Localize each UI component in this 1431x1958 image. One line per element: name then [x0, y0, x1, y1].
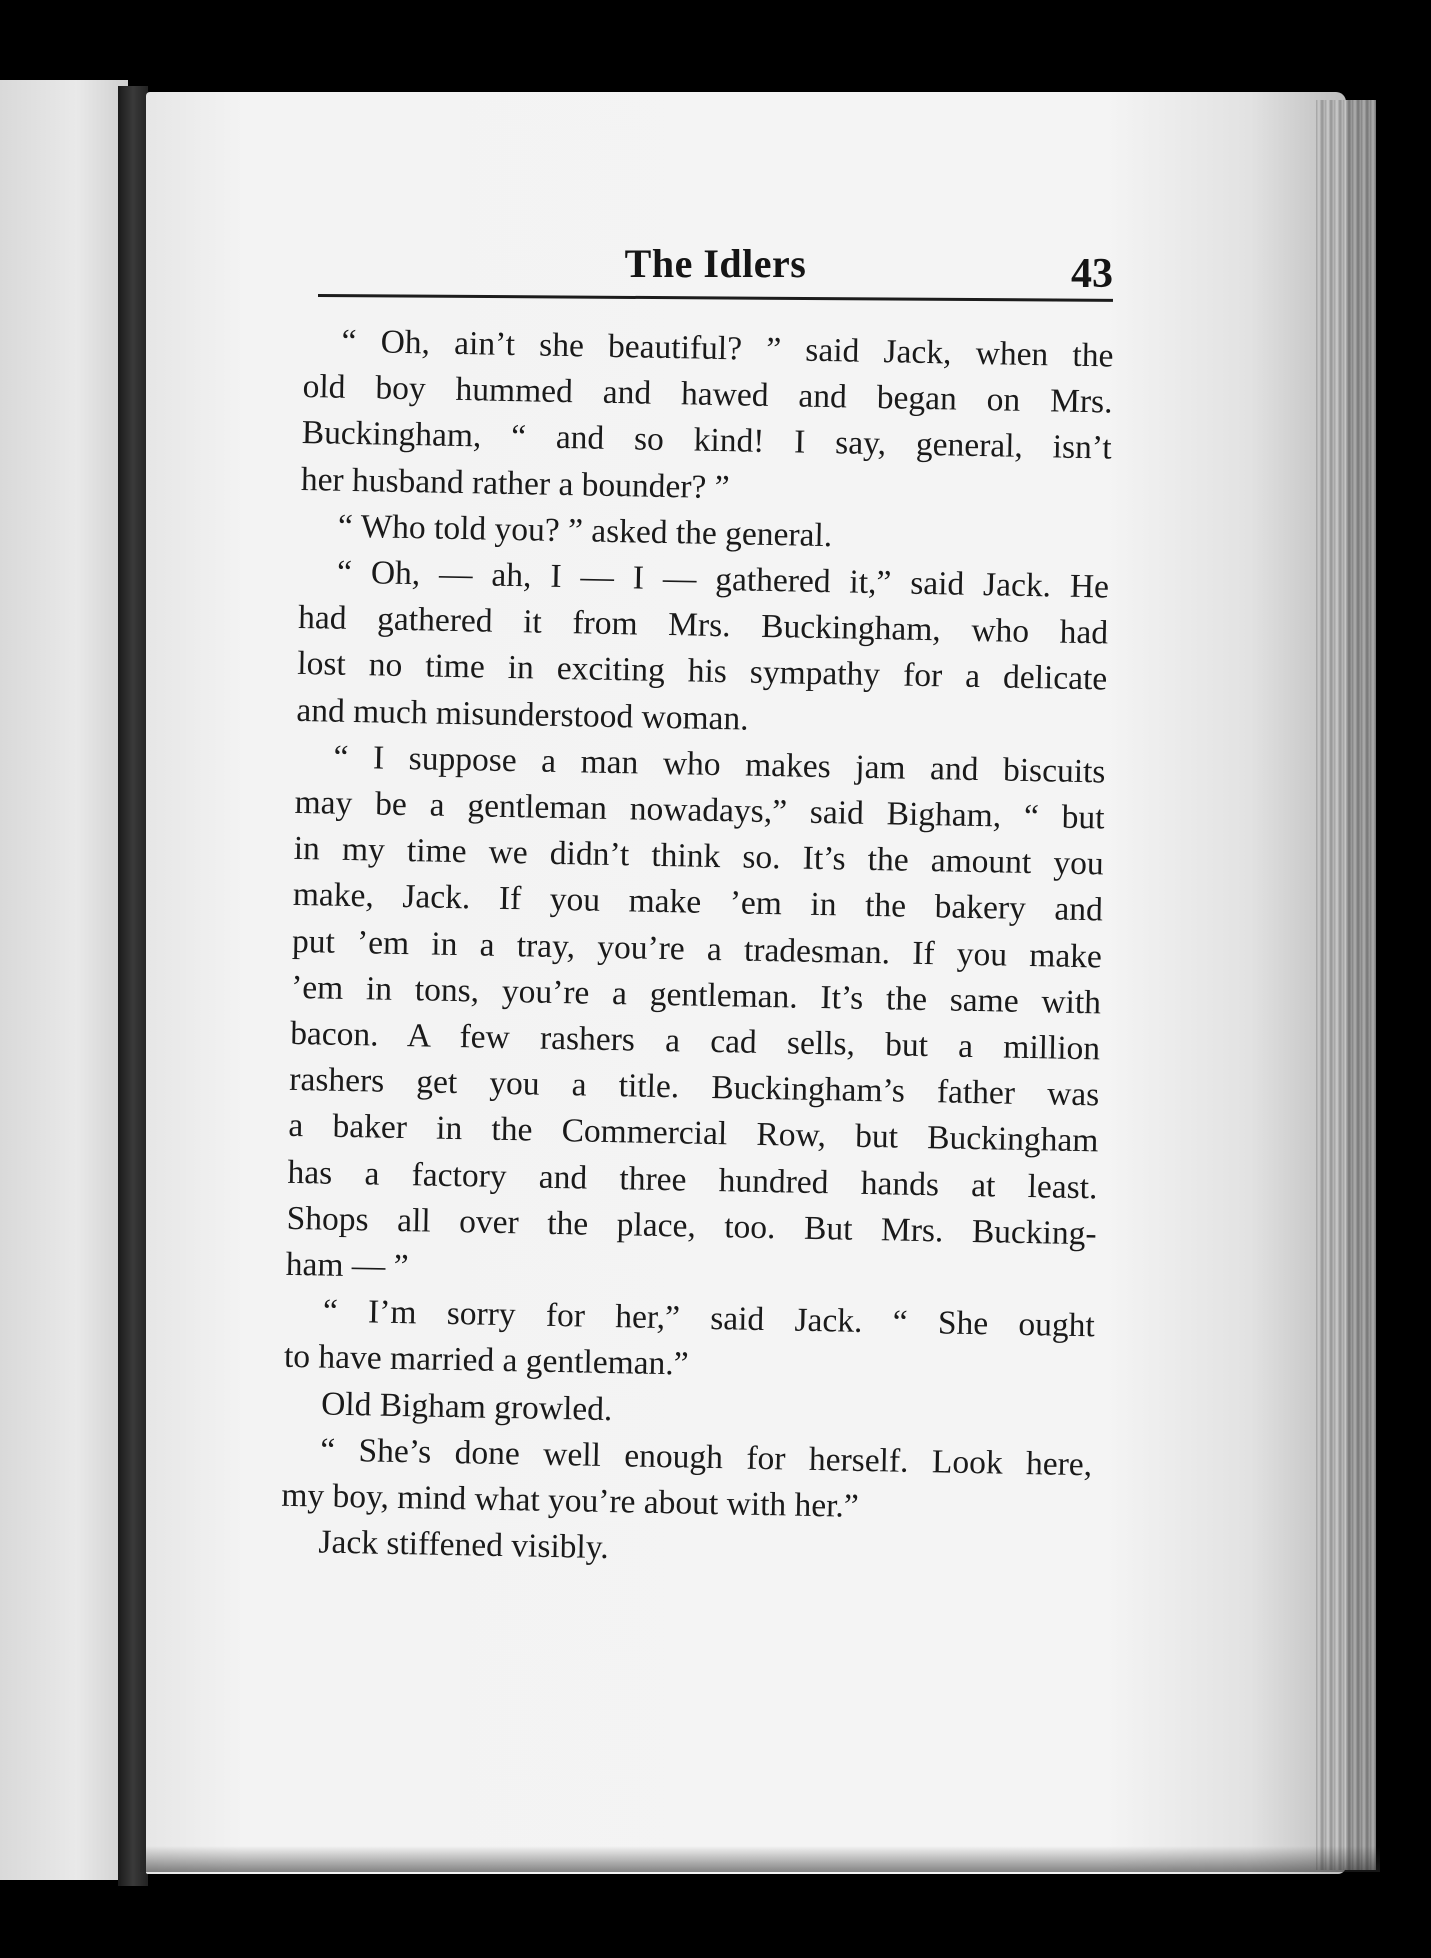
text-line: make, Jack. If you make ’em in the bakery and	[292, 876, 1104, 929]
text-line: “ Oh, — ah, I — I — gathered it,” said Jack. He	[336, 553, 1110, 606]
text-line: Old Bigham growled.	[320, 1385, 613, 1428]
text-line: my boy, mind what you’re about with her.”	[281, 1476, 860, 1525]
text-line: Shops all over the place, too. But Mrs. Bucking-	[286, 1199, 1097, 1253]
facing-page-edge	[0, 80, 128, 1880]
text-line: lost no time in exciting his sympathy for a delicate	[297, 645, 1108, 698]
text-line: rashers get you a title. Buckingham’s father was	[289, 1061, 1100, 1114]
text-line: and much misunderstood woman.	[296, 691, 749, 738]
text-line: put ’em in a tray, you’re a tradesman. If you make	[291, 922, 1103, 976]
body-text	[280, 318, 1114, 1581]
text-line: ’em in tons, you’re a gentleman. It’s the same with	[290, 968, 1102, 1022]
page-number: 43	[1071, 251, 1113, 297]
text-line: “ She’s done well enough for herself. Look here,	[319, 1431, 1093, 1484]
text-line: “ I’m sorry for her,” said Jack. “ She ought	[322, 1292, 1096, 1345]
book-gutter	[118, 86, 148, 1886]
text-line: her husband rather a bounder? ”	[300, 460, 730, 506]
text-line: Buckingham, “ and so kind! I say, general, isn’t	[301, 414, 1112, 467]
page-bottom-shadow	[140, 1846, 1380, 1872]
text-line: ham — ”	[285, 1245, 409, 1286]
text-line: Jack stiffened visibly.	[318, 1523, 610, 1567]
text-line: bacon. A few rashers a cad sells, but a million	[289, 1014, 1101, 1068]
text-line: may be a gentleman nowadays,” said Bigham, “ but	[294, 783, 1105, 837]
page-header	[318, 236, 1113, 298]
text-line: has a factory and three hundred hands at least.	[287, 1153, 1098, 1207]
text-line: had gathered it from Mrs. Buckingham, who had	[297, 599, 1109, 652]
text-line: “ Oh, ain’t she beautiful? ” said Jack, when the	[341, 322, 1114, 375]
text-line: in my time we didn’t think so. It’s the amount you	[293, 830, 1105, 883]
text-line: “ Who told you? ” asked the general.	[337, 507, 833, 554]
text-line: old boy hummed and hawed and began on Mrs.	[302, 368, 1113, 421]
text-line: to have married a gentleman.”	[283, 1338, 689, 1384]
running-title: The Idlers	[624, 241, 807, 286]
text-line: “ I suppose a man who makes jam and biscuits	[333, 738, 1106, 791]
text-line: a baker in the Commercial Row, but Buckingham	[288, 1107, 1099, 1160]
page-stack-edge	[1316, 100, 1376, 1870]
